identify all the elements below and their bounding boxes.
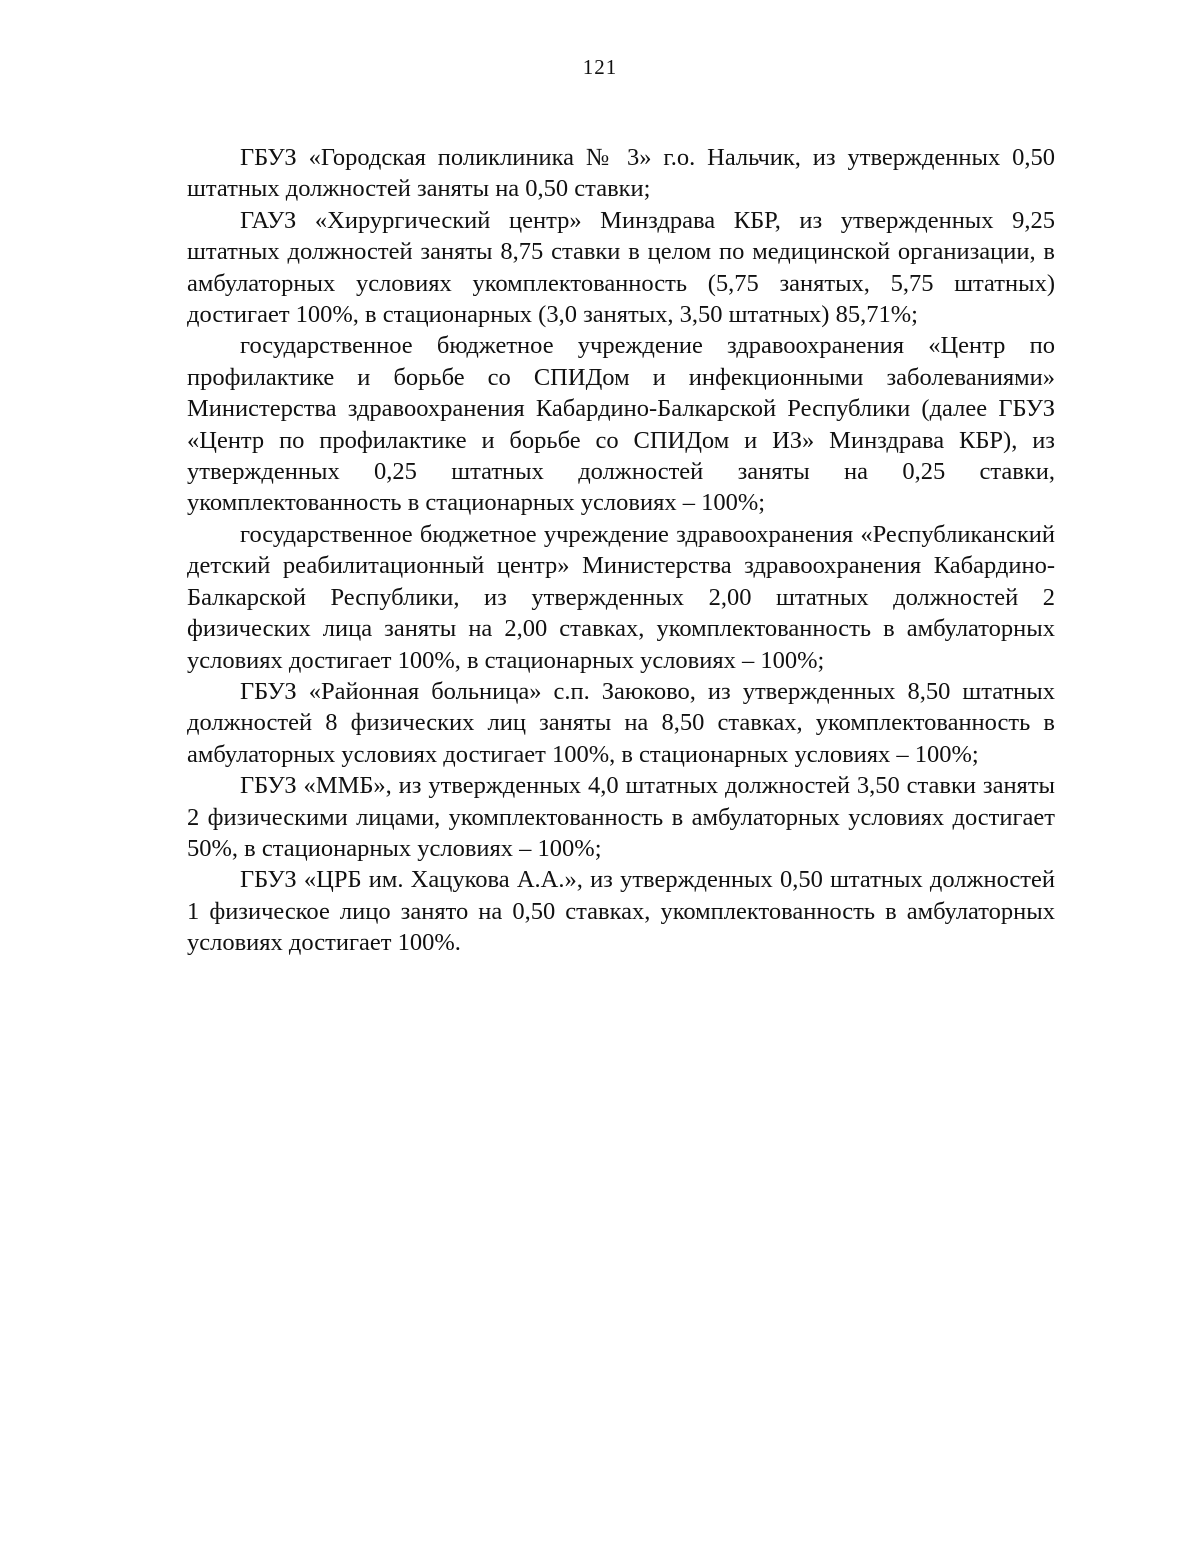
page-number: 121: [582, 55, 618, 79]
paragraph-mmb: ГБУЗ «ММБ», из утвержденных 4,0 штатных должностей 3,50 ставки заняты 2 физическими лицами, укомплектованность в амбулаторных условиях достигает 50%, в стационарных условиях – 100%;: [187, 772, 1055, 862]
paragraph-reabilitatsionny-tsentr: государственное бюджетное учреждение здравоохранения «Республиканский детский реабилитационный центр» Министерства здравоохранения Кабардино-Балкарской Республики, из утвержденных 2,00 штатных должностей 2 физических лица заняты на 2,00 ставках, укомплектованность в амбулаторных условиях достигает 100%, в стационарных условиях – 100%;: [187, 520, 1055, 674]
paragraph-rayonnaya-bolnitsa-zayukovo: ГБУЗ «Районная больница» с.п. Заюково, из утвержденных 8,50 штатных должностей 8 физических лиц заняты на 8,50 ставках, укомплектованность в амбулаторных условиях достигает 100%, в стационарных условиях – 100%;: [187, 677, 1055, 768]
paragraph-crb-khatsukova: ГБУЗ «ЦРБ им. Хацукова А.А.», из утвержденных 0,50 штатных должностей 1 физическое лицо занято на 0,50 ставках, укомплектованность в амбулаторных условиях достигает 100%.: [187, 866, 1055, 957]
paragraph-gorodskaya-poliklinika-3: ГБУЗ «Городская поликлиника № 3» г.о. Нальчик, из утвержденных 0,50 штатных должностей заняты на 0,50 ставки;: [187, 144, 1055, 203]
paragraph-tsentr-spid: государственное бюджетное учреждение здравоохранения «Центр по профилактике и борьбе со СПИДом и инфекционными заболеваниями» Министерства здравоохранения Кабардино-Балкарской Республики (далее ГБУЗ «Центр по профилактике и борьбе со СПИДом и ИЗ» Минздрава КБР), из утвержденных 0,25 штатных должностей заняты на 0,25 ставки, укомплектованность в стационарных условиях – 100%;: [187, 332, 1055, 517]
paragraph-khirurgicheskiy-tsentr: ГАУЗ «Хирургический центр» Минздрава КБР, из утвержденных 9,25 штатных должностей заняты 8,75 ставки в целом по медицинской организации, в амбулаторных условиях укомплектованность (5,75 занятых, 5,75 штатных) достигает 100%, в стационарных (3,0 занятых, 3,50 штатных) 85,71%;: [187, 206, 1055, 329]
body-text: [187, 142, 1055, 959]
